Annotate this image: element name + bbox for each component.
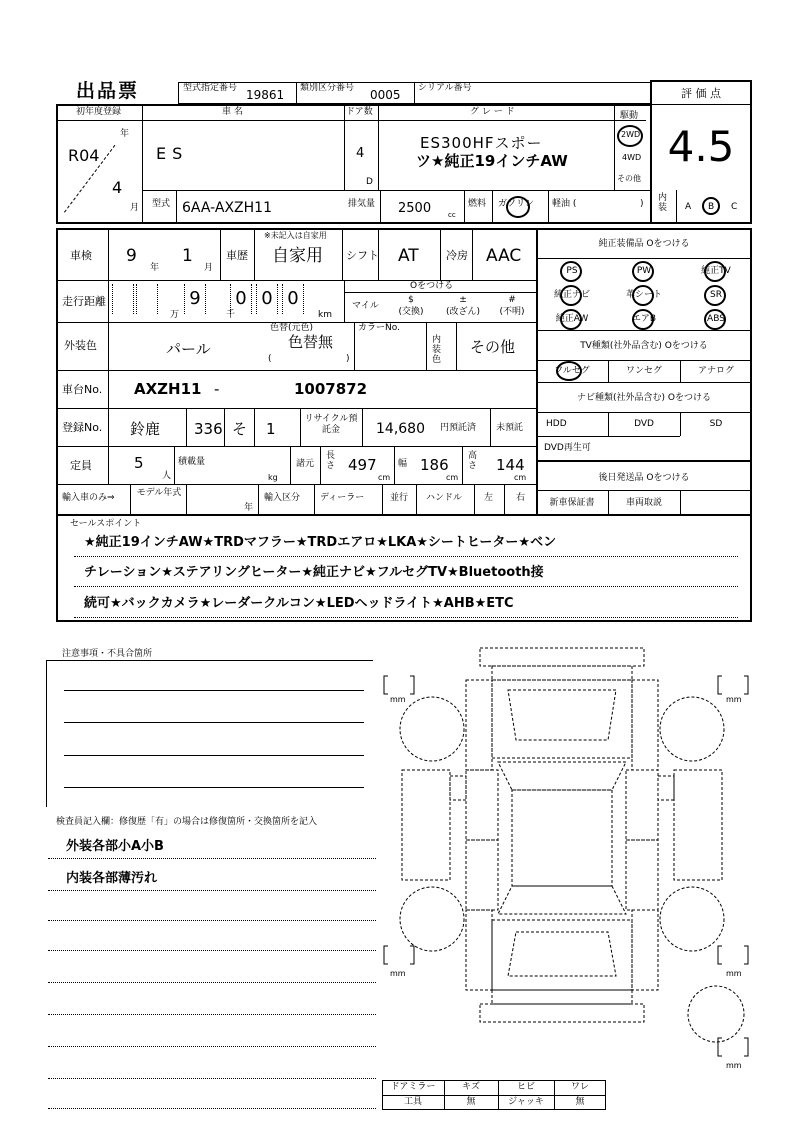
import-label: 輸入車のみ⇒: [62, 493, 115, 503]
repaint: 色替無: [288, 333, 334, 351]
mm-label-spare: mm: [726, 1061, 742, 1070]
width-cm: cm: [446, 473, 459, 482]
tools-jack: ジャッキ: [508, 1097, 544, 1107]
tamper-label: ±: [459, 295, 467, 305]
displacement: 2500: [398, 201, 432, 216]
km-unit: km: [318, 310, 332, 320]
mm-label-fl: mm: [390, 695, 406, 704]
fuel-label: 燃料: [468, 199, 487, 209]
car-name: ES: [156, 144, 189, 163]
mm-label-rl: mm: [390, 969, 406, 978]
equipment-item-circle: [560, 309, 582, 330]
reg-area: 鈴鹿: [130, 420, 161, 438]
import-parallel: 並行: [390, 493, 409, 503]
equipment-item: PS: [566, 266, 578, 276]
model: 6AA-AXZH11: [182, 200, 272, 216]
tools-jack-value: 無: [575, 1097, 585, 1107]
grade-line2: ツ★純正19インチAW: [416, 152, 568, 170]
doors: 4: [356, 146, 365, 161]
exchange-label: $: [408, 295, 414, 305]
tools-header-mirror: ドアミラー: [390, 1082, 436, 1092]
mileage-digit-box: [184, 284, 206, 314]
interior-c: C: [731, 202, 738, 212]
history: 自家用: [272, 246, 323, 266]
equipment-item: 純正TV: [701, 266, 731, 276]
mileage-digit: 0: [235, 288, 247, 309]
equipment-item-circle: [704, 285, 726, 306]
equipment-item: 純正ナビ: [553, 290, 590, 300]
insp-month-unit: 月: [204, 263, 214, 273]
year-unit: 年: [120, 129, 130, 139]
repaint-label: 色替(元色): [270, 323, 314, 333]
sen-unit: 千: [226, 310, 236, 320]
reg-no: 1: [266, 420, 276, 438]
length-label: 長さ: [326, 451, 336, 471]
recycle-unpaid: 未預託: [496, 423, 524, 433]
equipment-title: 純正装備品 Oをつける: [598, 239, 690, 249]
color-label: 外装色: [64, 339, 97, 352]
equipment-item: 純正AW: [555, 314, 589, 324]
tools-header-crack: ヒビ: [516, 1082, 535, 1092]
mileage-digit-box: [256, 284, 278, 314]
height-label: 高さ: [468, 451, 478, 471]
chassis-prefix: AXZH11: [134, 380, 202, 398]
cc-unit: cc: [448, 211, 456, 219]
inspector-line-1: 外装各部小A小B: [66, 839, 164, 854]
mileage-digit-box: [112, 284, 134, 314]
history-label: 車歴: [226, 249, 248, 262]
mileage-digit: 0: [261, 288, 273, 309]
class-no-label: 類別区分番号: [300, 83, 355, 93]
interior-color: その他: [470, 338, 516, 356]
mileage-digit-box: [136, 284, 158, 314]
later-warranty: 新車保証書: [549, 498, 595, 508]
class-no: 0005: [370, 88, 401, 102]
navi-title: ナビ種類(社外品含む) Oをつける: [577, 393, 711, 403]
load-label: 積載量: [178, 457, 206, 467]
navi-sd: SD: [709, 419, 723, 429]
interior-a: A: [685, 202, 692, 212]
equipment-item-circle: [632, 285, 654, 306]
width: 186: [420, 456, 449, 474]
sales-line-2: チレーション★ステアリングヒーター★純正ナビ★フルセグTV★Bluetooth接: [84, 565, 544, 580]
equipment-item: エアB: [631, 314, 657, 324]
chassis-dash: -: [214, 380, 220, 398]
handle-right: 右: [516, 493, 526, 503]
mileage-digit: 9: [189, 288, 201, 309]
unknown-label: #: [508, 295, 516, 305]
tools-tools: 工具: [403, 1097, 422, 1107]
drive-4wd: 4WD: [622, 153, 642, 162]
chassis-label: 車台No.: [62, 383, 103, 396]
interior-b: B: [708, 202, 715, 212]
interior-color-label: 内装色: [432, 335, 442, 365]
man-unit: 万: [170, 310, 180, 320]
kg-unit: kg: [268, 473, 278, 482]
inspection-month: 1: [182, 246, 193, 266]
inspector-line-2: 内装各部薄汚れ: [66, 871, 158, 886]
inspection-year: 9: [126, 246, 137, 266]
equipment-item-circle: [560, 261, 582, 282]
width-label: 幅: [398, 459, 408, 469]
fuel-gasoline-circle: [506, 196, 530, 218]
length: 497: [348, 456, 377, 474]
import-dealer: ディーラー: [320, 493, 365, 503]
equipment-item: ABS: [707, 314, 725, 324]
tools-header-scratch: キズ: [462, 1082, 480, 1092]
capacity: 5: [134, 454, 144, 472]
type-no: 19861: [246, 88, 285, 102]
drive-2wd: 2WD: [621, 130, 641, 139]
mm-label-rr: mm: [726, 969, 742, 978]
doors-label: ドア数: [346, 107, 373, 117]
exterior-color: パール: [166, 340, 211, 358]
model-year-unit: 年: [244, 503, 254, 513]
grade-line1: ES300HFスポー: [420, 134, 543, 152]
first-reg-year: R04: [68, 146, 100, 165]
ac: AAC: [486, 246, 522, 266]
drive-2wd-circle: [617, 125, 643, 147]
inspector-label: 検査員記入欄：修復歴「有」の場合は修復箇所・交換箇所を記入: [56, 817, 318, 827]
notes-label: 注意事項・不具合箇所: [62, 649, 153, 659]
handle-left: 左: [484, 493, 494, 503]
recycle-label: リサイクル預託金: [304, 414, 358, 435]
recycle: 14,680: [376, 421, 425, 437]
equipment-item: PW: [636, 266, 652, 276]
reg-class: 336: [194, 420, 223, 438]
notes-box: [46, 660, 373, 807]
door-suffix: D: [366, 177, 373, 187]
grade-label: グ レ ー ド: [470, 107, 515, 117]
navi-dvd: DVD: [634, 419, 654, 429]
first-reg-month: 4: [112, 178, 123, 197]
history-note: ※未記入は自家用: [264, 231, 327, 240]
sales-label: セールスポイント: [70, 519, 142, 529]
equipment-item-circle: [632, 309, 654, 330]
inspection-label: 車検: [70, 249, 92, 262]
later-manual: 車両取説: [625, 498, 662, 508]
car-name-label: 車 名: [222, 107, 243, 117]
score-value: 4.5: [667, 122, 735, 171]
later-title: 後日発送品 Oをつける: [598, 473, 690, 483]
displacement-label: 排気量: [348, 199, 376, 209]
tv-title: TV種類(社外品含む) Oをつける: [580, 341, 708, 351]
mm-label-fr: mm: [726, 695, 742, 704]
height: 144: [496, 456, 525, 474]
drive-other: その他: [617, 174, 641, 183]
mileage-digit-box: [282, 284, 304, 314]
reg-kana: そ: [232, 420, 248, 438]
tamper-sub: (改ざん): [445, 307, 481, 317]
insp-year-unit: 年: [150, 263, 160, 273]
sales-line-3: 続可★バックカメラ★レーダークルコン★LEDヘッドライト★AHB★ETC: [84, 596, 514, 611]
shift-label: シフト: [346, 249, 379, 262]
interior-label: 内装: [658, 193, 668, 213]
unknown-sub: (不明): [499, 307, 525, 317]
handle-label: ハンドル: [426, 493, 463, 503]
dims-label: 諸元: [296, 459, 315, 469]
tools-header-break: ワレ: [570, 1082, 589, 1092]
type-no-label: 型式指定番号: [183, 83, 238, 93]
length-cm: cm: [378, 473, 391, 482]
fuel-gasoline: ガソリン: [498, 199, 535, 209]
equipment-item: SR: [710, 290, 722, 300]
color-no-label: カラーNo.: [358, 323, 400, 333]
tv-fullseg-circle: [556, 361, 582, 381]
capacity-label: 定員: [70, 459, 92, 472]
person-unit: 人: [162, 471, 172, 481]
serial-label: シリアル番号: [418, 83, 472, 93]
mileage-digit: 0: [287, 288, 299, 309]
model-label: 型式: [152, 199, 171, 209]
mile-label: マイル: [352, 301, 379, 311]
equipment-item-circle: [704, 309, 726, 330]
tools-tools-value: 無: [466, 1097, 476, 1107]
chassis-no: 1007872: [294, 380, 368, 398]
tv-analog: アナログ: [697, 366, 734, 376]
sales-line-1: ★純正19インチAW★TRDマフラー★TRDエアロ★LKA★シートヒーター★ベン: [84, 535, 557, 550]
import-type-label: 輸入区分: [264, 493, 301, 503]
equipment-item-circle: [560, 285, 582, 306]
month-unit: 月: [130, 203, 140, 213]
tv-fullseg: フルセグ: [554, 366, 590, 376]
navi-hdd: HDD: [546, 419, 567, 429]
drive-label: 駆動: [620, 111, 639, 121]
mileage-label: 走行距離: [62, 295, 106, 308]
shift: AT: [398, 246, 419, 266]
tv-oneseg: ワンセグ: [625, 366, 662, 376]
equipment-item-circle: [704, 261, 726, 282]
page-title: 出品票: [76, 80, 140, 102]
paren-close: ): [346, 354, 350, 364]
paren-open: (: [268, 354, 272, 364]
navi-dvd-play: DVD再生可: [544, 443, 591, 453]
fuel-light-oil: 軽油 (: [552, 199, 577, 209]
height-cm: cm: [514, 473, 527, 482]
score-label: 評 価 点: [681, 87, 721, 100]
car-damage-diagram: [380, 640, 760, 1078]
ac-label: 冷房: [446, 249, 468, 262]
mark-note: Oをつける: [410, 281, 454, 291]
equipment-item: 革シート: [625, 290, 662, 300]
fuel-close: ): [640, 199, 644, 209]
exchange-sub: (交換): [398, 307, 424, 317]
model-year-label: モデル年式: [136, 488, 182, 498]
reg-label: 登録No.: [62, 421, 103, 434]
interior-b-circle: [702, 197, 720, 215]
equipment-item-circle: [632, 261, 654, 282]
recycle-paid: 円預託済: [440, 423, 477, 433]
first-reg-label: 初年度登録: [76, 107, 122, 117]
